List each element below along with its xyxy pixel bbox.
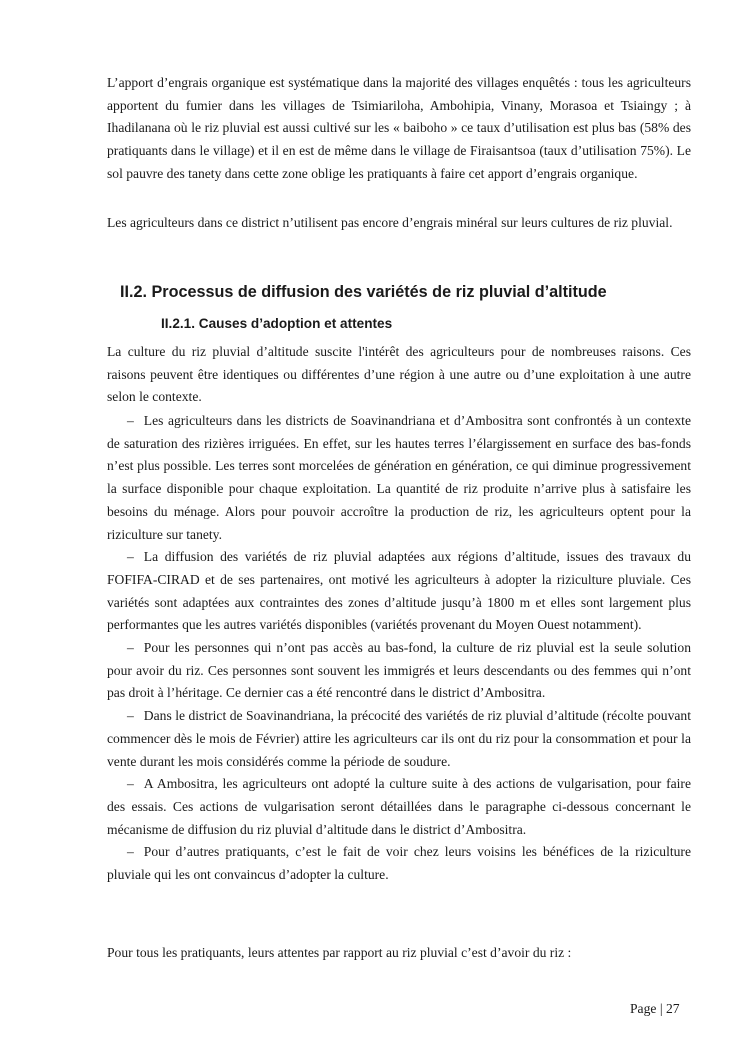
list-item-text: Les agriculteurs dans les districts de Soavinandriana et d’Ambositra sont confrontés à un contexte de saturation des rizières irriguées. En effet, sur les hautes terres l’élargissement en surface des bas-fonds n’est plus possible. Les terres sont morcelées de génération en génération, ce qui diminue progressivement la surface disponible pour chaque exploitation. La quantité de riz produite n’arrive plus à satisfaire les besoins du ménage. Alors pour pouvoir accroître la production de riz, les agriculteurs optent pour la riziculture sur tanety. bbox=[107, 413, 691, 542]
subsection-heading: II.2.1. Causes d’adoption et attentes bbox=[161, 316, 393, 331]
list-item-text: Pour d’autres pratiquants, c’est le fait de voir chez leurs voisins les bénéfices de la riziculture pluviale qui les ont convaincus d’adopter la culture. bbox=[107, 844, 691, 883]
causes-list bbox=[107, 410, 691, 887]
list-item bbox=[107, 637, 691, 705]
bullet-dash: – bbox=[127, 549, 134, 565]
page-label: Page bbox=[630, 1001, 657, 1016]
bullet-dash: – bbox=[127, 844, 134, 860]
page-footer bbox=[630, 1001, 680, 1017]
list-item bbox=[107, 546, 691, 637]
list-item-text: Pour les personnes qui n’ont pas accès au bas-fond, la culture de riz pluvial est la seule solution pour avoir du riz. Ces personnes sont souvent les immigrés et leurs descendants ou des femmes qui n’ont pas droit à l’héritage. Ce dernier cas a été rencontré dans le district d’Ambositra. bbox=[107, 640, 691, 701]
section-heading: II.2. Processus de diffusion des variétés de riz pluvial d’altitude bbox=[120, 283, 607, 301]
list-item bbox=[107, 841, 691, 886]
list-item bbox=[107, 705, 691, 773]
bullet-dash: – bbox=[127, 413, 134, 428]
list-item bbox=[107, 410, 691, 546]
page-separator: | bbox=[659, 1001, 663, 1016]
list-item-text: Dans le district de Soavinandriana, la précocité des variétés de riz pluvial d’altitude (récolte pouvant commencer dès le mois de Février) attire les agriculteurs car ils ont du riz pour la consommation et pour la vente durant les mois considérés comme la période de soudure. bbox=[107, 708, 691, 769]
paragraph-engrais-organique: L’apport d’engrais organique est systématique dans la majorité des villages enquêtés : tous les agriculteurs apportent du fumier dans les villages de Tsimiariloha, Ambohipia, Vinany, Morasoa et Tsiaingy ; à Ihadilanana où le riz pluvial est aussi cultivé sur les « baiboho » ce taux d’utilisation est plus bas (58% des pratiquants dans le village) et il en est de même dans le village de Firaisantsoa (taux d’utilisation 75%). Le sol pauvre des tanety dans cette zone oblige les pratiquants à faire cet apport d’engrais organique. bbox=[107, 75, 691, 181]
list-item-text: A Ambositra, les agriculteurs ont adopté la culture suite à des actions de vulgarisation, pour faire des essais. Ces actions de vulgarisation seront détaillées dans le paragraphe ci-dessous concernant le mécanisme de diffusion du riz pluvial d’altitude dans le district d’Ambositra. bbox=[107, 776, 691, 837]
paragraph-engrais-mineral: Les agriculteurs dans ce district n’utilisent pas encore d’engrais minéral sur leurs cultures de riz pluvial. bbox=[107, 215, 673, 230]
list-item bbox=[107, 773, 691, 841]
list-item-text: La diffusion des variétés de riz pluvial adaptées aux régions d’altitude, issues des travaux du FOFIFA-CIRAD et de ses partenaires, ont motivé les agriculteurs à adopter la riziculture pluviale. Ces variétés sont adaptées aux contraintes des zones d’altitude jusqu’à 1800 m et elles sont largement plus performantes que les autres variétés disponibles (variétés provenant du Moyen Ouest notamment). bbox=[107, 549, 691, 633]
bullet-dash: – bbox=[127, 640, 134, 656]
bullet-dash: – bbox=[127, 708, 134, 724]
page-number: 27 bbox=[665, 1001, 680, 1016]
bullet-dash: – bbox=[127, 776, 134, 792]
paragraph-intro-causes: La culture du riz pluvial d’altitude suscite l'intérêt des agriculteurs pour de nombreuses raisons. Ces raisons peuvent être identiques ou différentes d’une région à une autre ou d’une exploitation à une autre selon le contexte. bbox=[107, 344, 691, 405]
paragraph-attentes: Pour tous les pratiquants, leurs attentes par rapport au riz pluvial c’est d’avoir du riz : bbox=[107, 945, 572, 960]
